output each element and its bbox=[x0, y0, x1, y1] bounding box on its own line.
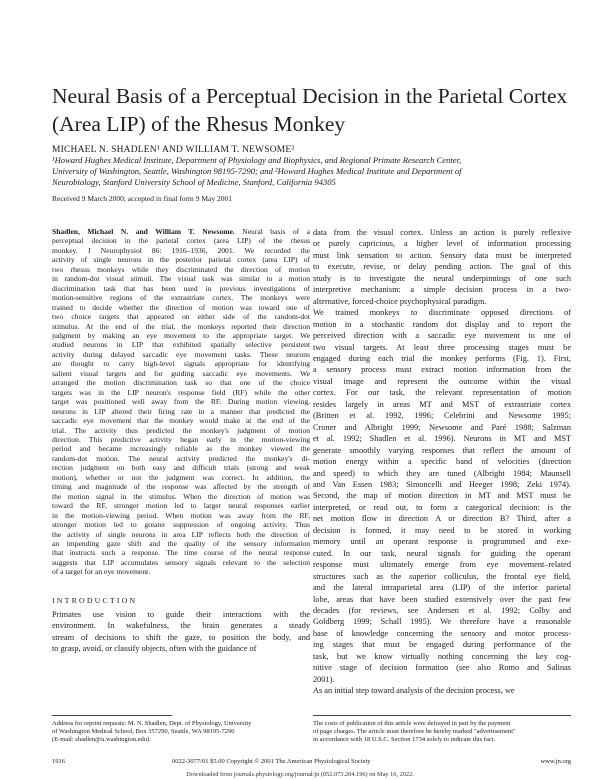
abstract-line: toward the RF, stronger motion led to larger neural responses earlier bbox=[52, 501, 310, 511]
body-line: two visual targets. At least three processing stages must be bbox=[313, 342, 571, 352]
article-title bbox=[52, 82, 572, 138]
body-line: memory until an operant response is programmed and exe- bbox=[313, 537, 571, 547]
body-line: net motion flow in direction A or direction B? Third, after a bbox=[313, 514, 571, 524]
footnote-line: of page charges. The article must therefore be hereby marked "advertisement" bbox=[313, 728, 516, 736]
publication-cost-footnote bbox=[313, 720, 571, 745]
abstract-line: are thought to carry high-level signals appropriate for identifying bbox=[52, 359, 310, 369]
footnote-rule-left bbox=[52, 715, 172, 716]
body-line: Croner and Albright 1999; Newsome and Paré 1988; Salzman bbox=[313, 422, 571, 432]
body-line: motion energy within a specific band of velocities (direction bbox=[313, 457, 571, 467]
body-line: data from the visual cortex. Unless an action is purely reflexive bbox=[313, 228, 571, 237]
download-notice: Downloaded from journals.physiology.org/journal/jn (052.073.204.196) on May 16, 2022. bbox=[186, 771, 414, 778]
abstract-line: activity of single neurons in the posterior parietal cortex (area LIP) of bbox=[52, 255, 310, 265]
body-line: 2001). bbox=[313, 674, 335, 684]
abstract-line: rection judgment on both easy and difficult trials (strong and weak bbox=[52, 463, 310, 473]
body-line: structures such as the superior colliculus, the frontal eye field, bbox=[313, 571, 571, 581]
footnote-rule-right bbox=[313, 715, 571, 716]
affiliation-line: University of Washington, Seattle, Washington 98195-7290; and ²Howard Hughes Medical Institute and Department of bbox=[52, 166, 462, 176]
abstract-line: targets was in the LIP neuron's response field (RF) while the other bbox=[52, 387, 310, 397]
abstract-line: two rhesus monkeys while they discriminated the direction of motion bbox=[52, 264, 310, 274]
body-line: lobe, areas that have been studied extensively over the past few bbox=[313, 594, 571, 604]
body-line: engaged during each trial the monkey performs (Fig. 1). First, bbox=[313, 353, 571, 363]
abstract-line: monkey. J Neurophysiol 86: 1916–1936, 2001. We recorded the bbox=[52, 245, 310, 255]
body-line: and Van Essen 1983; Simoncelli and Heeger 1998; Zeki 1974). bbox=[313, 479, 571, 489]
abstract-line: motion), whether or not the judgment was correct. In addition, the bbox=[52, 472, 310, 482]
body-line: Goldberg 1999; Schall 1995). We therefore have a reasonable bbox=[313, 617, 571, 627]
body-line: to execute, revise, or delay pending action. The goal of this bbox=[313, 262, 571, 272]
body-line: motion in a stochastic random dot display and to report the bbox=[313, 319, 571, 329]
body-line: (Britten et al. 1992, 1996; Celebrini and Newsome 1995; bbox=[313, 411, 571, 421]
abstract-line: trial. The activity thus predicted the monkey's judgment of motion bbox=[52, 425, 310, 435]
abstract-line: target was positioned well away from the RF. During motion viewing, bbox=[52, 397, 310, 407]
body-line: interpretive mechanism: a simple decision process in a two- bbox=[313, 285, 571, 295]
body-line: response must ultimately emerge from eye movement–related bbox=[313, 560, 571, 570]
body-line: resides largely in areas MT and MST of extrastriate cortex bbox=[313, 399, 571, 409]
abstract-line: saccadic eye movement that the monkey would make at the end of the bbox=[52, 416, 310, 426]
body-line: cortex. For our task, the relevant representation of motion bbox=[313, 388, 571, 398]
intro-line: to grasp, avoid, or classify objects, often with the guidance of bbox=[52, 644, 257, 654]
abstract-line: period and became increasingly reliable as the monkey viewed the bbox=[52, 444, 310, 454]
abstract-line: in random-dot visual stimuli. The visual task was similar to a motion bbox=[52, 274, 310, 284]
abstract-line: Shadlen, Michael N. and William T. Newsome. Neural basis of a bbox=[52, 227, 310, 236]
footnote-line: in accordance with 18 U.S.C. Section 1734 solely to indicate this fact. bbox=[313, 736, 496, 744]
body-line: must link sensation to action. Sensory data must be interpreted bbox=[313, 250, 571, 260]
abstract-line: perceptual decision in the parietal cortex (area LIP) of the rhesus bbox=[52, 236, 310, 246]
abstract-line: studied neurons in LIP that exhibited spatially selective persistent bbox=[52, 340, 310, 350]
footnote-line: Address for reprint requests: M. N. Shadlen, Dept. of Physiology, University bbox=[52, 720, 252, 727]
abstract bbox=[52, 227, 310, 577]
abstract-line: discrimination task that has been used in previous investigations of bbox=[52, 283, 310, 293]
body-line: base of knowledge concerning the sensory and motor process- bbox=[313, 628, 571, 638]
body-line: et al. 1992; Shadlen et al. 1996). Neurons in MT and MST bbox=[313, 434, 571, 444]
body-line: generate smoothly varying responses that reflect the amount of bbox=[313, 445, 571, 455]
abstract-line: two choice targets that appeared on either side of the random-dot bbox=[52, 312, 310, 322]
left-column bbox=[52, 227, 310, 577]
footnote-line: (E-mail: shadlen@u.washington.edu). bbox=[52, 736, 151, 744]
abstract-line: salient visual targets and for guiding saccadic eye movements. We bbox=[52, 368, 310, 378]
abstract-line: of a target for an eye movement. bbox=[52, 567, 151, 577]
page-number: 1916 bbox=[52, 758, 65, 765]
copyright-line: 0022-3077/01 $5.00 Copyright © 2001 The American Physiological Society bbox=[172, 758, 371, 765]
abstract-line: trained to decide whether the direction of motion was toward one of bbox=[52, 302, 310, 312]
received-dates: Received 9 March 2000; accepted in final form 9 May 2001 bbox=[52, 194, 232, 203]
title-line-2: (Area LIP) of the Rhesus Monkey bbox=[52, 112, 346, 137]
body-line: We trained monkeys to discriminate opposed directions of bbox=[313, 308, 571, 318]
abstract-line: motion-sensitive regions of the extrastriate cortex. The monkeys were bbox=[52, 293, 310, 303]
journal-website-link[interactable]: www.jn.org bbox=[540, 758, 571, 765]
affiliations bbox=[52, 155, 572, 188]
body-line: Second, the map of motion direction in MT and MST must be bbox=[313, 491, 571, 501]
footnote-line: The costs of publication of this article were defrayed in part by the payment bbox=[313, 720, 511, 727]
body-line: interpreted, or read out, to form a categorical decision: is the bbox=[313, 502, 571, 512]
body-line: study is to investigate the neural underpinnings of one such bbox=[313, 273, 571, 283]
abstract-line: activity during delayed saccadic eye movement tasks. These neurons bbox=[52, 349, 310, 359]
right-column bbox=[313, 227, 571, 697]
page-footer bbox=[52, 758, 571, 767]
body-line: decades (for reviews, see Andersen et al. 1992; Colby and bbox=[313, 605, 571, 615]
abstract-line: in the motion-viewing period. When motion was away from the RF, bbox=[52, 510, 310, 520]
body-line: nitive stage of decision formation (see also Romo and Salinas bbox=[313, 663, 571, 673]
abstract-line: stimulus. At the end of the trial, the monkeys reported their direction bbox=[52, 321, 310, 331]
abstract-line: direction. This predictive activity began early in the motion-viewing bbox=[52, 434, 310, 444]
abstract-line: arranged the motion discrimination task so that one of the choice bbox=[52, 378, 310, 388]
abstract-line: stronger motion led to greater suppression of ongoing activity. Thus bbox=[52, 520, 310, 530]
body-line: or purely capricious, a higher level of information processing bbox=[313, 239, 571, 249]
abstract-line: neurons in LIP altered their firing rate in a manner that predicted the bbox=[52, 406, 310, 416]
abstract-line: suggests that LIP accumulates sensory signals relevant to the selection bbox=[52, 557, 310, 567]
body-line: visual image and represent the outcome within the visual bbox=[313, 376, 571, 386]
abstract-citation-lead: Shadlen, Michael N. and William T. Newsome. bbox=[52, 227, 235, 236]
footnote-line: of Washington Medical School, Box 357290, Seattle, WA 98195-7290 bbox=[52, 728, 235, 736]
intro-line: environment. In wakefulness, the brain generates a steady bbox=[52, 621, 310, 631]
intro-line: stream of decisions to shift the gaze, to position the body, and bbox=[52, 632, 310, 642]
body-line: and the lateral intraparietal area (LIP) of the inferior parietal bbox=[313, 583, 571, 593]
body-line: ing stages that must be engaged during performance of the bbox=[313, 640, 571, 650]
body-line: perceived direction with a saccadic eye movement to one of bbox=[313, 331, 571, 341]
abstract-line: the motion signal in the stimulus. When the direction of motion was bbox=[52, 491, 310, 501]
abstract-line: the activity of single neurons in area LIP reflects both the direction of bbox=[52, 529, 310, 539]
affiliation-line: ¹Howard Hughes Medical Institute, Department of Physiology and Biophysics, and Regional Primate Research Center, bbox=[52, 155, 462, 165]
abstract-line: random-dot motion. The neural activity predicted the monkey's di- bbox=[52, 453, 310, 463]
reprint-footnote bbox=[52, 720, 310, 745]
body-line: alternative, forced-choice psychophysical paradigm. bbox=[313, 296, 487, 306]
abstract-line: that instructs such a response. The time course of the neural response bbox=[52, 548, 310, 558]
intro-line: Primates use vision to guide their interactions with the bbox=[52, 610, 310, 619]
body-line: As an initial step toward analysis of the decision process, we bbox=[313, 686, 515, 696]
abstract-line: an impending gaze shift and the quality of the sensory information bbox=[52, 538, 310, 548]
body-line: and speed) to which they are tuned (Albright 1984; Maunsell bbox=[313, 468, 571, 478]
body-line: task, but we know virtually nothing concerning the key cog- bbox=[313, 651, 571, 661]
body-text-right bbox=[313, 227, 571, 697]
body-line: a sensory process must extract motion information from the bbox=[313, 365, 571, 375]
abstract-line: judgment by making an eye movement to the appropriate target. We bbox=[52, 330, 310, 340]
title-line-1: Neural Basis of a Perceptual Decision in the Parietal Cortex bbox=[52, 84, 568, 109]
affiliation-line: Neurobiology, Stanford University School of Medicine, Stanford, California 94305 bbox=[52, 177, 336, 187]
body-line: cuted. In our task, neural signals for guiding the operant bbox=[313, 548, 571, 558]
introduction-text bbox=[52, 609, 310, 655]
abstract-line: timing and magnitude of the response was affected by the strength of bbox=[52, 482, 310, 492]
section-heading-introduction: INTRODUCTION bbox=[52, 596, 138, 605]
body-line: decision is formed, it may need to be stored in working bbox=[313, 525, 571, 535]
author-list: MICHAEL N. SHADLEN¹ AND WILLIAM T. NEWSOME² bbox=[52, 145, 295, 155]
